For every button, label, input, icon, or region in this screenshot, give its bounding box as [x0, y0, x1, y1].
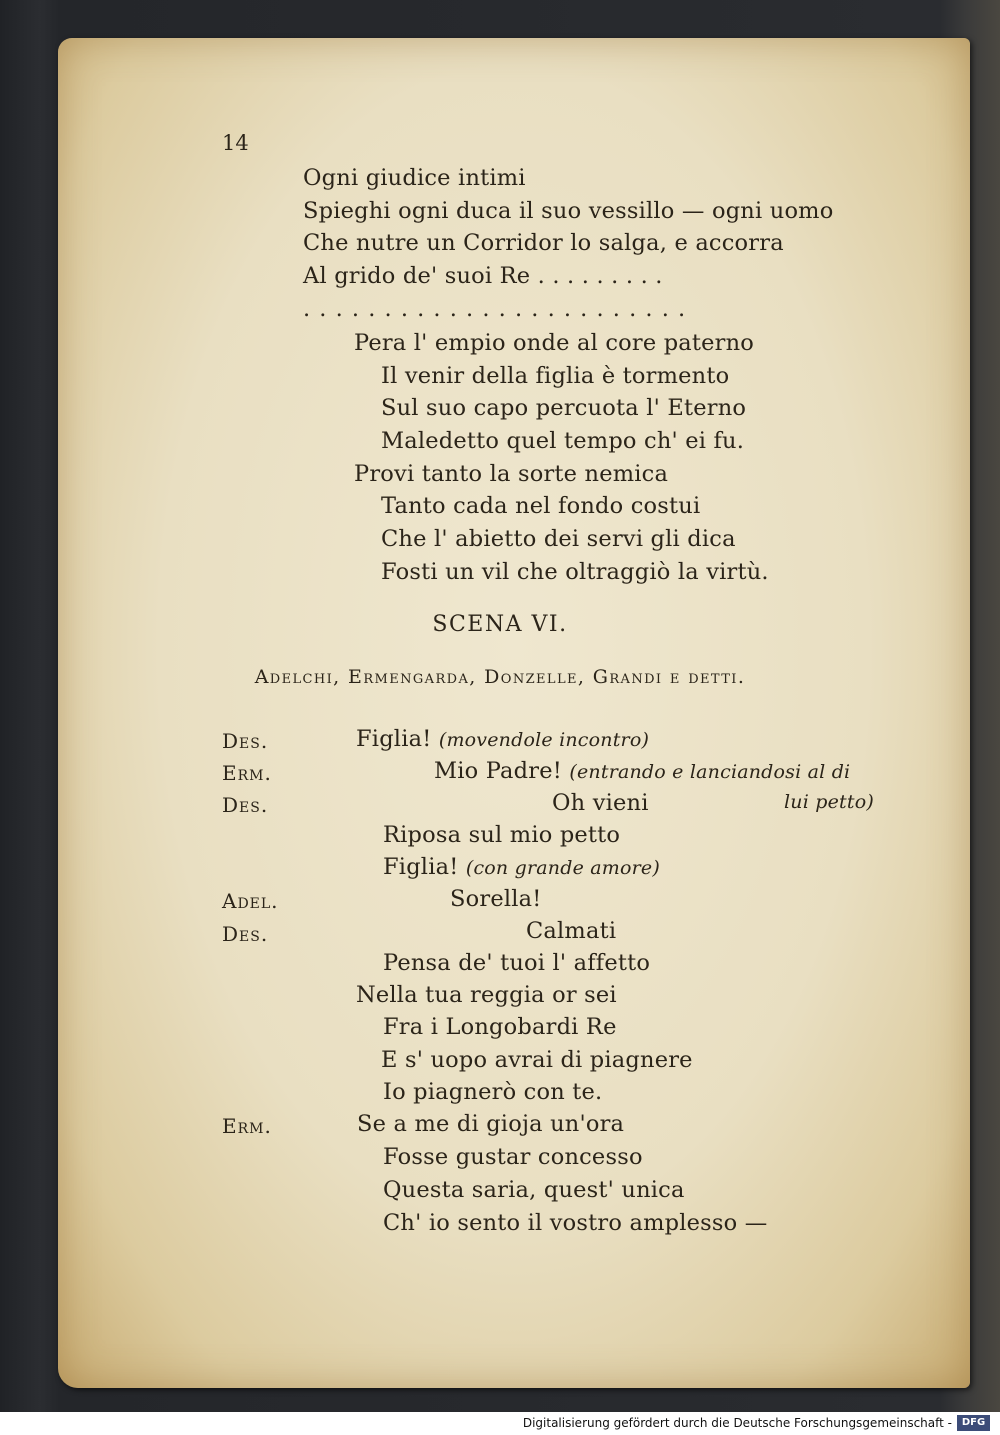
verse-line: Sul suo capo percuota l' Eterno: [381, 395, 747, 421]
stage-direction: (entrando e lanciandosi al di: [569, 761, 851, 783]
speaker-label: Des.: [222, 922, 269, 946]
stage-direction: (movendole incontro): [438, 729, 650, 751]
dialogue-line: Fosse gustar concesso: [383, 1144, 643, 1170]
character-list: Adelchi, Ermengarda, Donzelle, Grandi e detti.: [254, 666, 746, 688]
dialogue-line: Calmati: [526, 918, 617, 944]
scene-heading: SCENA VI.: [432, 612, 568, 637]
stage-direction: (con grande amore): [465, 857, 660, 879]
dialogue-line: Se a me di gioja un'ora: [357, 1111, 625, 1137]
dialogue-line: Nella tua reggia or sei: [356, 982, 617, 1008]
verse-line: Che l' abietto dei servi gli dica: [381, 526, 736, 552]
speaker-label: Des.: [222, 793, 269, 817]
footer-bar: [0, 1412, 1000, 1435]
speaker-label: Erm.: [222, 1114, 272, 1138]
verse-line: Pera l' empio onde al core paterno: [354, 330, 755, 356]
verse-line: Tanto cada nel fondo costui: [381, 493, 701, 519]
dialogue-line: Pensa de' tuoi l' affetto: [383, 950, 651, 976]
page-number: 14: [222, 131, 249, 155]
funding-notice: Digitalisierung gefördert durch die Deutsche Forschungsgemeinschaft -: [522, 1416, 952, 1430]
stage-direction: lui petto): [784, 791, 874, 813]
dialogue-line: Oh vieni: [552, 790, 649, 816]
dialogue-line: Mio Padre! (entrando e lanciandosi al di: [434, 758, 851, 784]
dialogue-line: Riposa sul mio petto: [383, 822, 621, 848]
verse-line: Il venir della figlia è tormento: [381, 363, 730, 389]
dialogue-line: Figlia! (con grande amore): [383, 854, 660, 880]
verse-line: Maledetto quel tempo ch' ei fu.: [381, 428, 745, 454]
dialogue-line: Questa saria, quest' unica: [383, 1177, 685, 1203]
dialogue-line: Fra i Longobardi Re: [383, 1014, 617, 1040]
speaker-label: Des.: [222, 729, 269, 753]
dialogue-line: E s' uopo avrai di piagnere: [381, 1047, 693, 1073]
verse-line: Spieghi ogni duca il suo vessillo — ogni uomo: [303, 198, 834, 224]
dialogue-line: Ch' io sento il vostro amplesso —: [383, 1210, 768, 1236]
ellipsis-line: . . . . . . . . . . . . . . . . . . . . . . . .: [303, 296, 687, 322]
verse-line: Fosti un vil che oltraggiò la virtù.: [381, 559, 769, 585]
verse-line: Ogni giudice intimi: [303, 165, 526, 191]
dfg-logo: DFG: [957, 1415, 990, 1431]
dialogue-line: Sorella!: [450, 886, 542, 912]
dialogue-line: Figlia! (movendole incontro): [356, 726, 650, 752]
verse-line: Che nutre un Corridor lo salga, e accorra: [303, 230, 784, 256]
dialogue-line: Io piagnerò con te.: [383, 1079, 603, 1105]
speaker-label: Adel.: [222, 889, 279, 913]
verse-line: Al grido de' suoi Re . . . . . . . . .: [303, 263, 663, 289]
verse-line: Provi tanto la sorte nemica: [354, 461, 669, 487]
speaker-label: Erm.: [222, 761, 272, 785]
